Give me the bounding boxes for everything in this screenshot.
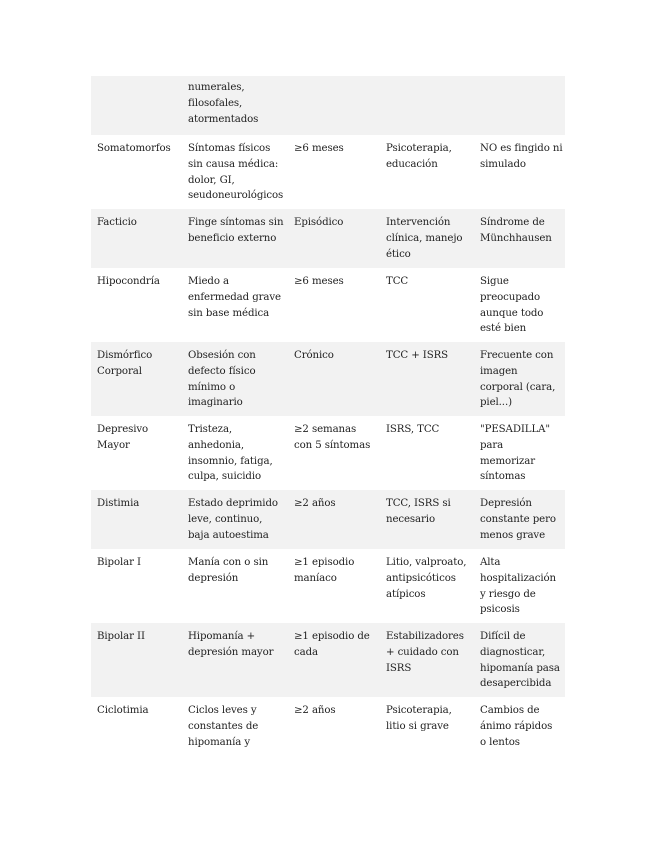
cell-symptoms: [182, 268, 288, 342]
cell-symptoms: [182, 490, 288, 549]
cell-text-line: Finge síntomas sin: [188, 217, 284, 228]
cell-disorder-name: [91, 135, 182, 209]
cell-duration: [288, 209, 380, 268]
cell-text-line: mínimo o: [188, 381, 236, 393]
cell-text-line: ISRS: [386, 662, 412, 674]
cell-text-line: para: [480, 439, 504, 451]
cell-text-line: Miedo a: [188, 276, 229, 287]
cell-notes: [474, 135, 565, 209]
cell-text-line: antipsicóticos: [386, 572, 456, 584]
cell-duration: [288, 697, 380, 757]
cell-text-line: Distimia: [97, 498, 140, 509]
cell-text-line: Crónico: [294, 350, 334, 361]
cell-text-line: imaginario: [188, 397, 243, 409]
cell-text-line: Hipomanía +: [188, 631, 256, 642]
cell-disorder-name: [91, 416, 182, 490]
cell-text-line: Estabilizadores: [386, 631, 464, 642]
cell-text-line: psicosis: [480, 604, 520, 616]
cell-text-line: ánimo rápidos: [480, 720, 553, 732]
cell-text-line: con 5 síntomas: [294, 439, 371, 451]
cell-text-line: hospitalización: [480, 572, 556, 584]
cell-text-line: TCC + ISRS: [386, 350, 449, 361]
cell-notes: [474, 697, 565, 757]
disorders-table: [91, 76, 565, 757]
cell-text-line: Psicoterapia,: [386, 705, 452, 716]
cell-treatment: [380, 209, 474, 268]
cell-text-line: Dismórfico: [97, 350, 153, 361]
cell-text-line: anhedonia,: [188, 439, 245, 451]
cell-text-line: ético: [386, 248, 411, 260]
cell-text-line: insomnio, fatiga,: [188, 455, 273, 467]
cell-text-line: seudoneurológicos: [188, 190, 284, 202]
cell-notes: [474, 342, 565, 416]
cell-text-line: TCC: [386, 276, 409, 287]
cell-text-line: atormentados: [188, 113, 259, 125]
cell-treatment: [380, 416, 474, 490]
cell-text-line: simulado: [480, 158, 526, 170]
cell-symptoms: [182, 76, 288, 135]
cell-text-line: sin causa médica:: [188, 158, 279, 170]
cell-treatment: [380, 623, 474, 697]
cell-text-line: Tristeza,: [188, 424, 233, 435]
table-row: [91, 490, 565, 549]
cell-text-line: Episódico: [294, 217, 344, 228]
cell-text-line: educación: [386, 158, 438, 170]
cell-text-line: culpa, suicidio: [188, 471, 262, 483]
cell-text-line: Ciclos leves y: [188, 705, 257, 716]
cell-notes: [474, 623, 565, 697]
cell-duration: [288, 342, 380, 416]
cell-disorder-name: [91, 623, 182, 697]
cell-text-line: Cambios de: [480, 705, 540, 716]
cell-symptoms: [182, 697, 288, 757]
cell-text-line: atípicos: [386, 588, 426, 600]
cell-text-line: necesario: [386, 513, 435, 525]
cell-text-line: ≥1 episodio: [294, 557, 355, 568]
cell-text-line: Sigue: [480, 276, 509, 287]
cell-text-line: ≥2 años: [294, 705, 336, 716]
cell-disorder-name: [91, 549, 182, 623]
cell-text-line: cada: [294, 646, 318, 658]
cell-text-line: constantes de: [188, 720, 259, 732]
cell-treatment: [380, 76, 474, 135]
table-row: [91, 416, 565, 490]
cell-text-line: ≥2 semanas: [294, 424, 357, 435]
cell-notes: [474, 490, 565, 549]
cell-text-line: NO es fingido ni: [480, 143, 563, 154]
cell-disorder-name: [91, 268, 182, 342]
cell-duration: [288, 416, 380, 490]
cell-text-line: Ciclotimia: [97, 705, 149, 716]
cell-text-line: esté bien: [480, 323, 527, 335]
cell-text-line: Intervención: [386, 217, 451, 228]
cell-notes: [474, 268, 565, 342]
cell-text-line: síntomas: [480, 471, 526, 483]
cell-text-line: baja autoestima: [188, 529, 269, 541]
cell-text-line: Somatomorfos: [97, 143, 171, 154]
table-row: [91, 623, 565, 697]
cell-text-line: dolor, GI,: [188, 174, 235, 186]
cell-text-line: memorizar: [480, 455, 536, 467]
cell-text-line: Síntomas físicos: [188, 143, 271, 154]
cell-text-line: Bipolar I: [97, 557, 141, 568]
cell-symptoms: [182, 549, 288, 623]
cell-treatment: [380, 697, 474, 757]
table-row: [91, 549, 565, 623]
cell-treatment: [380, 135, 474, 209]
cell-text-line: filosofales,: [188, 97, 243, 109]
cell-text-line: Mayor: [97, 439, 130, 451]
table-row: [91, 76, 565, 135]
cell-text-line: Frecuente con: [480, 350, 554, 361]
table-row: [91, 209, 565, 268]
cell-duration: [288, 490, 380, 549]
cell-text-line: diagnosticar,: [480, 646, 546, 658]
cell-text-line: ≥6 meses: [294, 276, 344, 287]
cell-text-line: menos grave: [480, 529, 545, 541]
cell-text-line: Facticio: [97, 217, 137, 228]
cell-text-line: maníaco: [294, 572, 337, 584]
cell-disorder-name: [91, 697, 182, 757]
cell-text-line: Depresión: [480, 498, 532, 509]
cell-text-line: corporal (cara,: [480, 381, 556, 393]
cell-text-line: Síndrome de: [480, 217, 545, 228]
cell-text-line: hipomanía pasa: [480, 662, 560, 674]
cell-text-line: imagen: [480, 365, 518, 377]
cell-text-line: TCC, ISRS si: [386, 498, 451, 509]
cell-text-line: Depresivo: [97, 424, 149, 435]
cell-duration: [288, 76, 380, 135]
cell-text-line: clínica, manejo: [386, 232, 463, 244]
cell-text-line: Manía con o sin: [188, 557, 269, 568]
cell-text-line: depresión mayor: [188, 646, 274, 658]
cell-text-line: sin base médica: [188, 307, 270, 319]
cell-notes: [474, 549, 565, 623]
cell-text-line: beneficio externo: [188, 232, 277, 244]
cell-text-line: o lentos: [480, 736, 520, 748]
cell-text-line: aunque todo: [480, 307, 544, 319]
cell-text-line: Estado deprimido: [188, 498, 278, 509]
cell-text-line: leve, continuo,: [188, 513, 263, 525]
table-row: [91, 135, 565, 209]
cell-duration: [288, 623, 380, 697]
cell-text-line: Bipolar II: [97, 631, 145, 642]
cell-text-line: ≥1 episodio de: [294, 631, 370, 642]
cell-text-line: depresión: [188, 572, 239, 584]
cell-symptoms: [182, 135, 288, 209]
cell-disorder-name: [91, 76, 182, 135]
cell-text-line: constante pero: [480, 513, 556, 525]
cell-notes: [474, 209, 565, 268]
cell-text-line: Corporal: [97, 365, 142, 377]
cell-text-line: litio si grave: [386, 720, 449, 732]
cell-disorder-name: [91, 342, 182, 416]
table-row: [91, 342, 565, 416]
cell-treatment: [380, 268, 474, 342]
cell-text-line: ≥6 meses: [294, 143, 344, 154]
cell-symptoms: [182, 209, 288, 268]
cell-text-line: ≥2 años: [294, 498, 336, 509]
cell-text-line: + cuidado con: [386, 646, 459, 658]
cell-text-line: ISRS, TCC: [386, 424, 440, 435]
cell-treatment: [380, 549, 474, 623]
cell-symptoms: [182, 623, 288, 697]
table-row: [91, 697, 565, 757]
cell-text-line: defecto físico: [188, 365, 256, 377]
cell-text-line: piel...): [480, 397, 512, 409]
cell-text-line: preocupado: [480, 291, 541, 303]
cell-text-line: desapercibida: [480, 678, 552, 690]
cell-duration: [288, 268, 380, 342]
cell-text-line: Psicoterapia,: [386, 143, 452, 154]
cell-disorder-name: [91, 209, 182, 268]
cell-text-line: numerales,: [188, 82, 245, 93]
cell-text-line: enfermedad grave: [188, 291, 281, 303]
cell-text-line: hipomanía y: [188, 736, 250, 748]
cell-notes: [474, 76, 565, 135]
cell-disorder-name: [91, 490, 182, 549]
cell-symptoms: [182, 416, 288, 490]
cell-text-line: Alta: [480, 557, 501, 568]
cell-text-line: Litio, valproato,: [386, 557, 467, 568]
cell-text-line: y riesgo de: [480, 588, 536, 600]
cell-text-line: Münchhausen: [480, 232, 552, 244]
cell-duration: [288, 135, 380, 209]
cell-notes: [474, 416, 565, 490]
cell-treatment: [380, 342, 474, 416]
cell-text-line: Hipocondría: [97, 276, 160, 287]
cell-symptoms: [182, 342, 288, 416]
cell-treatment: [380, 490, 474, 549]
table-row: [91, 268, 565, 342]
cell-text-line: "PESADILLA": [480, 424, 550, 435]
cell-text-line: Obsesión con: [188, 350, 256, 361]
cell-text-line: Difícil de: [480, 631, 526, 642]
cell-duration: [288, 549, 380, 623]
